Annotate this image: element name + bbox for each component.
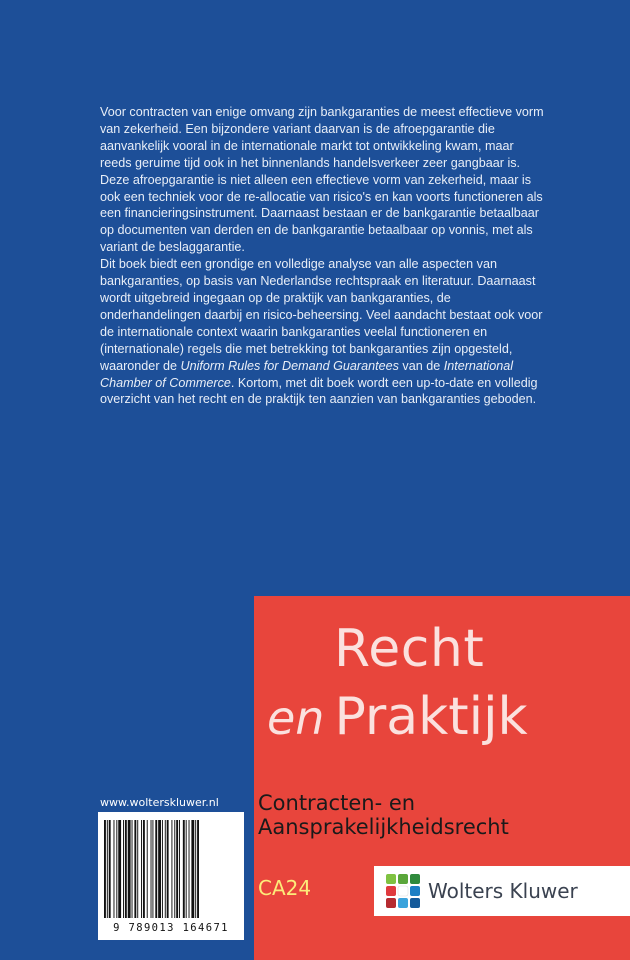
publisher-name: Wolters Kluwer	[428, 879, 578, 903]
barcode-bar	[191, 820, 194, 918]
blurb-text: . Kortom, met dit boek wordt een up-to-date en volledig overzicht van het recht en de praktijk ten aanzien van bankgaranties geboden.	[100, 375, 538, 407]
blurb-text: Dit boek biedt een grondige en volledige analyse van alle aspecten van bankgaranties, op basis van Nederlandse rechtspraak en literatuur. Daarnaast wordt uitgebreid ingegaan op de praktijk van bankgaranties, de onderhandelingen daarbij en risico-beheersing. Veel aandacht bestaat ook voor de internationale context waarin bankgaranties veelal functioneren en (internationale) regels die met betrekking tot bankgaranties zijn opgesteld, waaronder de	[100, 257, 543, 373]
barcode-bar	[151, 820, 152, 918]
barcode-bar	[141, 820, 142, 918]
publisher-logo-box	[374, 866, 630, 916]
barcode-bar	[197, 820, 199, 918]
series-code: CA24	[258, 876, 312, 900]
barcode-bar	[104, 820, 106, 918]
subtitle-line-1: Contracten- en	[258, 791, 416, 815]
barcode-bar	[189, 820, 190, 918]
barcode-bar	[195, 820, 196, 918]
series-title-recht: Recht	[334, 619, 485, 679]
publisher-website: www.wolterskluwer.nl	[100, 796, 219, 809]
series-title-en: en	[267, 691, 325, 745]
barcode-bar	[147, 820, 148, 918]
blurb-emphasis-rules: Uniform Rules for Demand Guarantees	[180, 358, 399, 373]
subtitle-line-2: Aansprakelijkheidsrecht	[258, 815, 509, 839]
blurb-paragraph-1: Voor contracten van enige omvang zijn bankgaranties de meest effectieve vorm van zekerheid. Een bijzondere variant daarvan is de afroepgarantie die aanvankelijk vooral in de internationale markt tot ontwikkeling kwam, maar reeds geruime tijd ook in het binnenlands handelsverkeer zeer gangbaar is. Deze afroepgarantie is niet alleen een effectieve vorm van zekerheid, maar is ook een techniek voor de re-allocatie van risico's en kan voorts functioneren als een financieringsinstrument. Daarnaast bestaan er de bankgarantie betaalbaar op documenten van derden en de bankgarantie betaalbaar op vonnis, met als variant de beslaggarantie.	[100, 105, 544, 255]
barcode-bar	[134, 820, 136, 918]
barcode-bar	[114, 820, 115, 918]
back-cover-blurb	[100, 104, 548, 408]
barcode-bar	[128, 820, 131, 918]
blurb-emphasis-icc: International Chamber of Commerce	[100, 358, 514, 390]
barcode-bar	[116, 820, 117, 918]
barcode-bar	[109, 820, 111, 918]
barcode-bar	[107, 820, 108, 918]
barcode-bar	[171, 820, 172, 918]
barcode-bar	[167, 820, 169, 918]
barcode-bar	[183, 820, 185, 918]
barcode-bar	[162, 820, 163, 918]
series-title-praktijk-word: Praktijk	[334, 687, 528, 747]
barcode-bar	[143, 820, 145, 918]
barcode-bar	[155, 820, 157, 918]
barcode-bar	[158, 820, 161, 918]
isbn-barcode	[98, 812, 244, 940]
barcode-bar	[118, 820, 121, 918]
barcode-bar	[176, 820, 178, 918]
barcode-bar	[174, 820, 175, 918]
barcode-bar	[186, 820, 187, 918]
series-title-praktijk	[267, 688, 528, 747]
barcode-bar	[152, 820, 153, 918]
wolters-kluwer-logo-icon	[386, 874, 420, 908]
barcode-bar	[179, 820, 180, 918]
isbn-digits: 9 789013 164671	[113, 922, 229, 934]
blurb-paragraph-2	[100, 256, 548, 408]
barcode-bar	[125, 820, 127, 918]
barcode-bar	[137, 820, 138, 918]
barcode-bar	[132, 820, 133, 918]
barcode-bar	[123, 820, 124, 918]
blurb-text: van de	[398, 358, 444, 373]
barcode-bar	[165, 820, 166, 918]
series-panel	[254, 596, 630, 960]
barcode-bars	[104, 820, 238, 918]
series-subtitle	[258, 791, 509, 839]
